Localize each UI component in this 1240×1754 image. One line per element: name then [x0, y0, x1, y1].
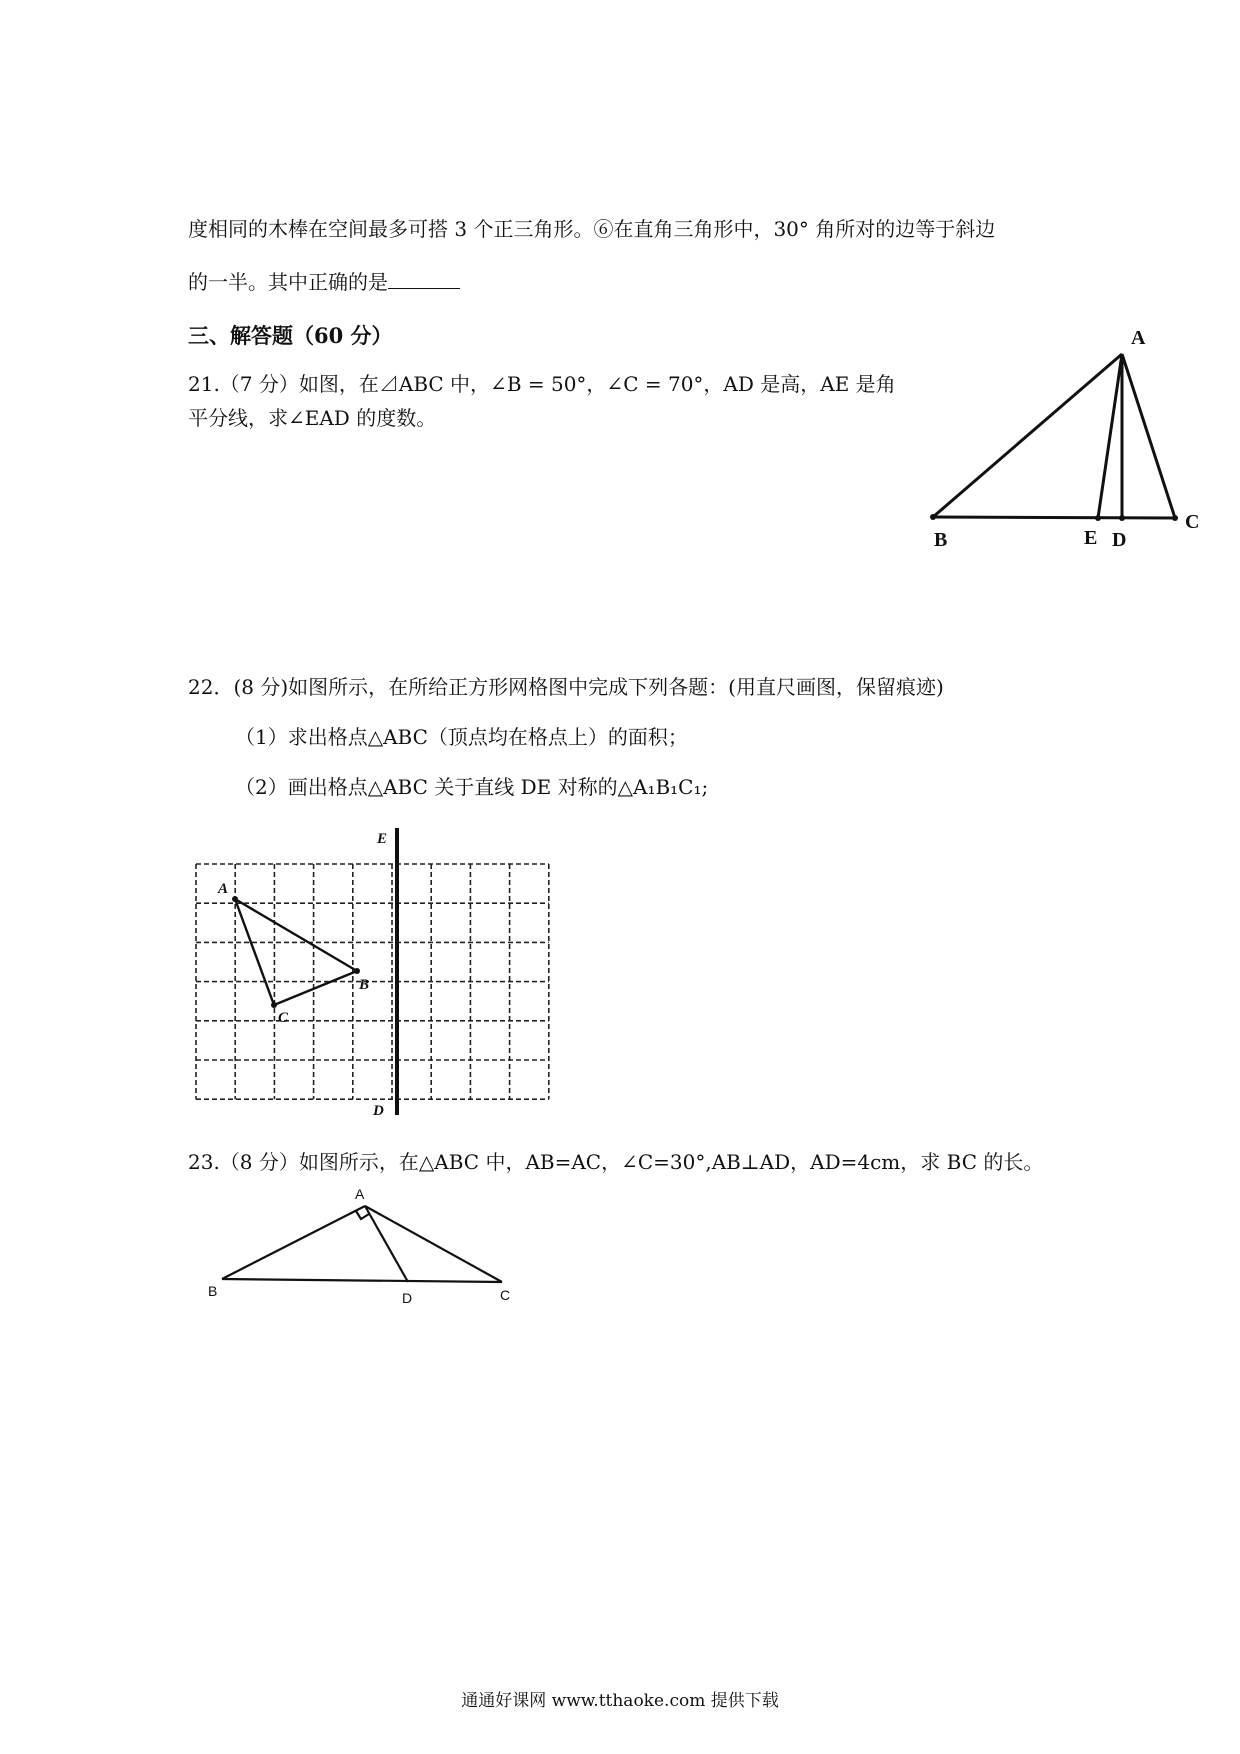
q21-side-ab [933, 354, 1122, 517]
q21-label-a: A [1131, 327, 1146, 349]
continued-text-line2-text: 的一半。其中正确的是 [188, 270, 388, 294]
q21-text-line2: 平分线，求∠EAD 的度数。 [188, 406, 437, 430]
q21-label-d: D [1112, 529, 1127, 551]
q23-right-angle-mark [356, 1211, 369, 1219]
q22-side-ca [235, 899, 274, 1005]
q22-label-b: B [359, 977, 370, 993]
continued-text-line2 [188, 270, 460, 292]
q22-point-a [232, 896, 238, 902]
q22-point-b [354, 968, 360, 974]
q23-side-bc [222, 1279, 502, 1282]
q21-side-bc [933, 517, 1175, 518]
q22-side-bc [274, 971, 357, 1005]
q21-text-line1: 21.（7 分）如图，在⊿ABC 中，∠B = 50°，∠C = 70°，AD 是高，AE 是角 [188, 372, 896, 396]
q23-side-ac [365, 1206, 502, 1282]
q23-segment-ad [365, 1206, 408, 1282]
q21-label-c: C [1185, 511, 1200, 533]
section-heading: 三、解答题（60 分） [188, 323, 393, 348]
q23-label-b: B [208, 1283, 218, 1299]
q22-label-a: A [218, 881, 229, 897]
q21-label-b: B [934, 529, 948, 551]
q22-item2: （2）画出格点△ABC 关于直线 DE 对称的△A₁B₁C₁; [235, 775, 709, 799]
q21-point-e [1095, 515, 1101, 521]
q23-label-a: A [355, 1186, 365, 1202]
q23-label-d: D [402, 1290, 413, 1306]
q21-side-ac [1122, 354, 1175, 518]
q21-point-d [1119, 515, 1125, 521]
q22-point-c [271, 1002, 277, 1008]
q21-point-b [930, 514, 936, 520]
q22-dashed-grid [196, 864, 549, 1099]
page-footer: 通通好课网 www.tthaoke.com 提供下载 [461, 1691, 779, 1711]
q22-text-line1: 22．(8 分)如图所示，在所给正方形网格图中完成下列各题：(用直尺画图，保留痕迹) [188, 675, 944, 699]
q23-text-line1: 23.（8 分）如图所示，在△ABC 中，AB=AC，∠C=30°,AB⊥AD，AD=4cm，求 BC 的长。 [188, 1150, 1044, 1174]
q21-point-c [1172, 515, 1178, 521]
q22-item1: （1）求出格点△ABC（顶点均在格点上）的面积； [235, 725, 688, 749]
q22-label-c: C [278, 1010, 289, 1026]
q22-label-d: D [373, 1103, 384, 1119]
q21-label-e: E [1084, 527, 1098, 549]
continued-text-line1: 度相同的木棒在空间最多可搭 3 个正三角形。⑥在直角三角形中，30° 角所对的边等于斜边 [188, 217, 996, 241]
q22-side-ab [235, 899, 357, 971]
q23-side-ab [222, 1206, 365, 1279]
q22-label-e: E [377, 831, 388, 847]
q21-bisector-ae [1098, 354, 1122, 518]
q23-label-c: C [500, 1287, 511, 1303]
answer-blank[interactable] [388, 270, 460, 289]
